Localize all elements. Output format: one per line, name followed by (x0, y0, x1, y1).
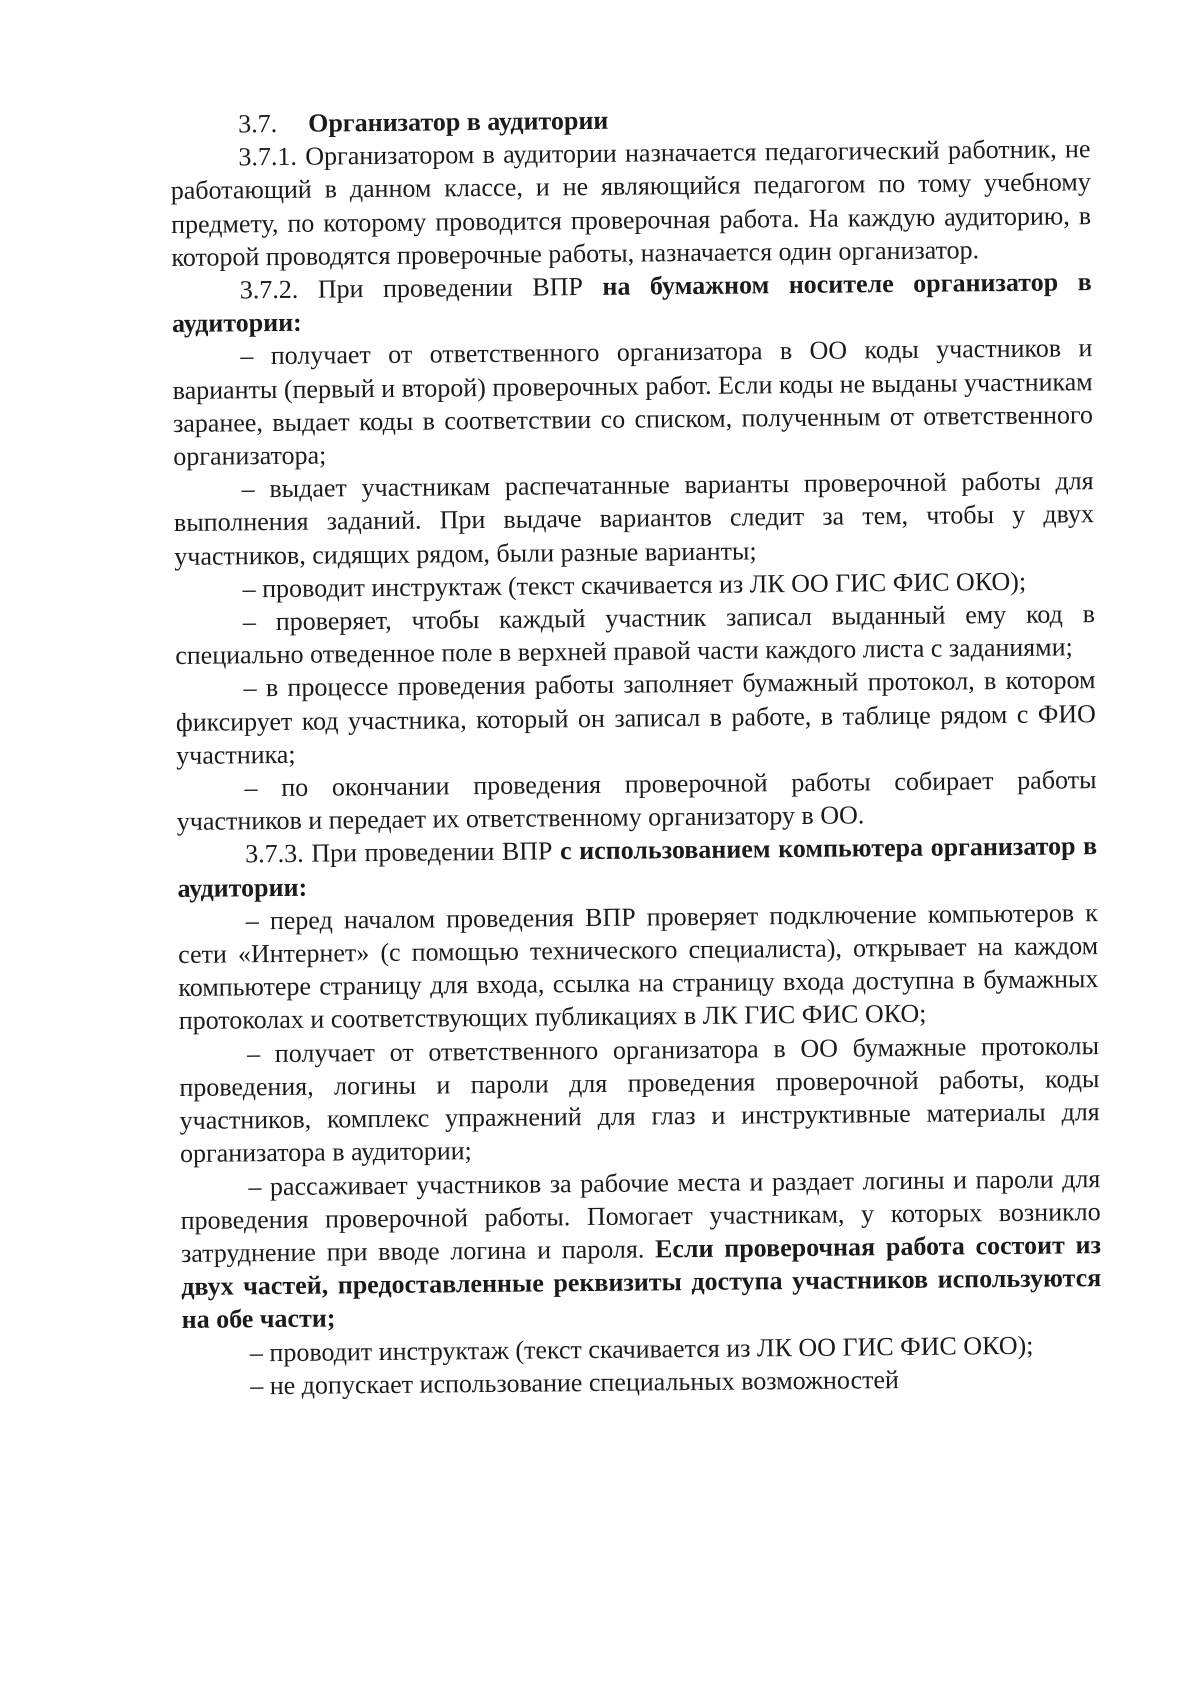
list-item-seating-bold: Если проверочная работа состоит из двух частей, предоставленные реквизиты доступа участников используются на обе части; (181, 1230, 1102, 1335)
paragraph-3-7-3-lead: 3.7.3. При проведении ВПР (245, 836, 561, 869)
section-number: 3.7. (238, 108, 278, 139)
section-title: Организатор в аудитории (308, 105, 609, 138)
list-item-paper-6: – по окончании проведения проверочной работы собирает работы участников и передает их ответственному организатору в ОО. (176, 765, 1097, 837)
list-item-computer-1: – перед началом проведения ВПР проверяет подключение компьютеров к сети «Интернет» (с помощью технического специалиста), открывает на каждом компьютере страницу для входа, ссылка на страницу входа доступна в бумажных протоколах и соответствующих публикациях в ЛК ГИС ФИС ОКО; (177, 898, 1099, 1036)
paragraph-3-7-2-bold: на бумажном носителе организатор в аудитории: (171, 267, 1092, 339)
list-item-paper-3: – проводит инструктаж (текст скачивается из ЛК ОО ГИС ФИС ОКО); (242, 566, 1027, 604)
paragraph-3-7-2 (172, 265, 1093, 340)
list-item-seating (180, 1162, 1102, 1337)
list-item-computer-2: – получает от ответственного организатора в ОО бумажные протоколы проведения, логины и пароли для проведения проверочной работы, коды участников, комплекс упражнений для глаз и инструктивные материалы для организатора в аудитории; (179, 1030, 1100, 1169)
document-body (170, 99, 1102, 1403)
list-item-seating-text: – рассаживает участников за рабочие места и раздает логины и пароли для проведения проверочной работы. Помогает участникам, у которых возникло затруднение при вводе логина и пароля. (180, 1163, 1101, 1268)
paragraph-3-7-3-bold: с использованием компьютера организатор в аудитории: (177, 831, 1098, 903)
paragraph-3-7-3 (177, 830, 1098, 905)
list-item-paper-2: – выдает участникам распечатанные варианты проверочной работы для выполнения заданий. При выдаче вариантов следит за тем, чтобы у двух участников, сидящих рядом, были разные варианты; (173, 466, 1095, 571)
list-item-paper-5: – в процессе проведения работы заполняет бумажный протокол, в котором фиксирует код участника, который он записал в работе, в таблице рядом с ФИО участника; (175, 665, 1096, 770)
list-item-tail-1: – проводит инструктаж (текст скачивается из ЛК ОО ГИС ФИС ОКО); (249, 1330, 1034, 1367)
list-item-paper-1: – получает от ответственного организатора в ОО коды участников и варианты (первый и второй) проверочных работ. Если коды не выданы участникам заранее, выдает коды в соответствии со списком, полученным от ответственного организатора; (172, 333, 1094, 472)
list-item-paper-4: – проверяет, чтобы каждый участник записал выданный ему код в специально отведенное поле в верхней правой части каждого листа с заданиями; (175, 599, 1096, 671)
paragraph-3-7-1: 3.7.1. Организатором в аудитории назначается педагогический работник, не работающий в данном классе, и не являющийся педагогом по тому учебному предмету, по которому проводится проверочная работа. На каждую аудиторию, в которой проводятся проверочные работы, назначается один организатор. (170, 134, 1092, 272)
paragraph-3-7-2-lead: 3.7.2. При проведении ВПР (239, 271, 603, 305)
list-item-tail-2: – не допускает использование специальных возможностей (250, 1364, 900, 1401)
